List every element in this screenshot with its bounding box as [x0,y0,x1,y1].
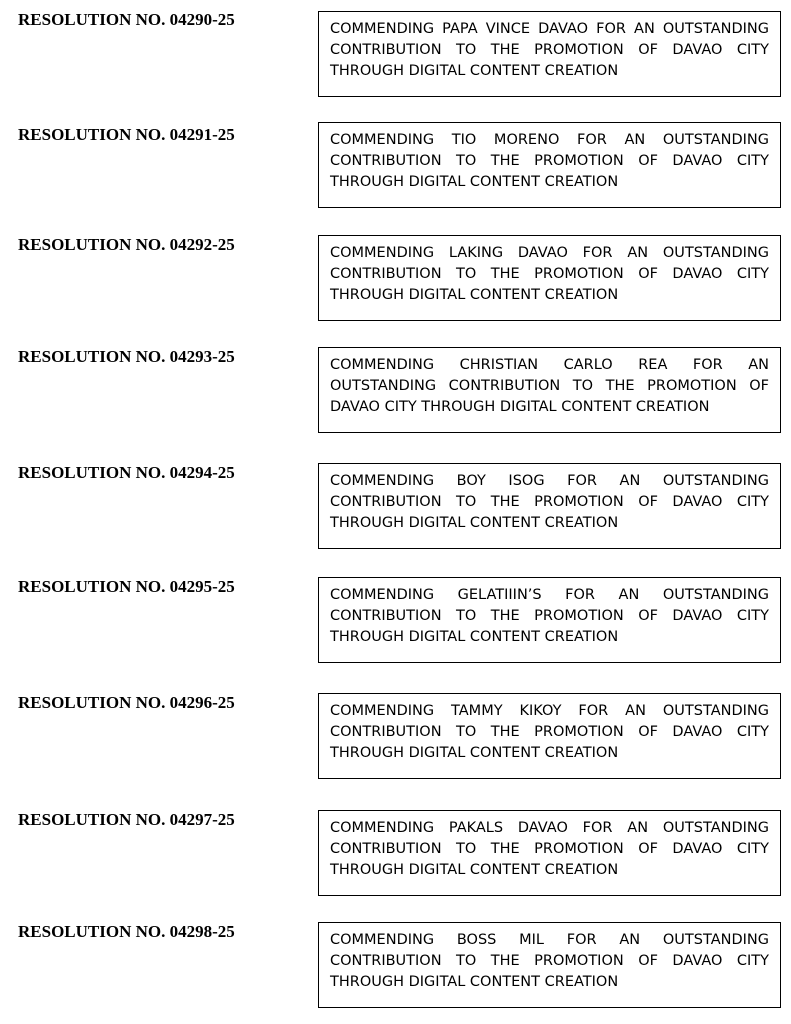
resolution-title-box: COMMENDING GELATIIIN’S FOR AN OUTSTANDING CONTRIBUTION TO THE PROMOTION OF DAVAO CITY THROUGH DIGITAL CONTENT CREATION [318,577,781,663]
resolution-title-box: COMMENDING BOSS MIL FOR AN OUTSTANDING CONTRIBUTION TO THE PROMOTION OF DAVAO CITY THROUGH DIGITAL CONTENT CREATION [318,922,781,1008]
resolution-title-box: COMMENDING PAPA VINCE DAVAO FOR AN OUTSTANDING CONTRIBUTION TO THE PROMOTION OF DAVAO CITY THROUGH DIGITAL CONTENT CREATION [318,11,781,97]
resolution-number: RESOLUTION NO. 04296-25 [18,693,235,712]
resolution-number: RESOLUTION NO. 04291-25 [18,125,235,144]
resolution-number: RESOLUTION NO. 04297-25 [18,810,235,829]
resolution-title-box: COMMENDING TAMMY KIKOY FOR AN OUTSTANDING CONTRIBUTION TO THE PROMOTION OF DAVAO CITY THROUGH DIGITAL CONTENT CREATION [318,693,781,779]
resolution-number: RESOLUTION NO. 04293-25 [18,347,235,366]
resolution-number: RESOLUTION NO. 04295-25 [18,577,235,596]
resolution-number: RESOLUTION NO. 04292-25 [18,235,235,254]
resolution-number: RESOLUTION NO. 04290-25 [18,10,235,29]
resolution-title-box: COMMENDING PAKALS DAVAO FOR AN OUTSTANDING CONTRIBUTION TO THE PROMOTION OF DAVAO CITY THROUGH DIGITAL CONTENT CREATION [318,810,781,896]
resolution-title-box: COMMENDING LAKING DAVAO FOR AN OUTSTANDING CONTRIBUTION TO THE PROMOTION OF DAVAO CITY THROUGH DIGITAL CONTENT CREATION [318,235,781,321]
resolution-title-box: COMMENDING TIO MORENO FOR AN OUTSTANDING CONTRIBUTION TO THE PROMOTION OF DAVAO CITY THROUGH DIGITAL CONTENT CREATION [318,122,781,208]
resolution-number: RESOLUTION NO. 04298-25 [18,922,235,941]
resolution-title-box: COMMENDING CHRISTIAN CARLO REA FOR AN OUTSTANDING CONTRIBUTION TO THE PROMOTION OF DAVAO CITY THROUGH DIGITAL CONTENT CREATION [318,347,781,433]
resolution-title-box: COMMENDING BOY ISOG FOR AN OUTSTANDING CONTRIBUTION TO THE PROMOTION OF DAVAO CITY THROUGH DIGITAL CONTENT CREATION [318,463,781,549]
resolution-number: RESOLUTION NO. 04294-25 [18,463,235,482]
